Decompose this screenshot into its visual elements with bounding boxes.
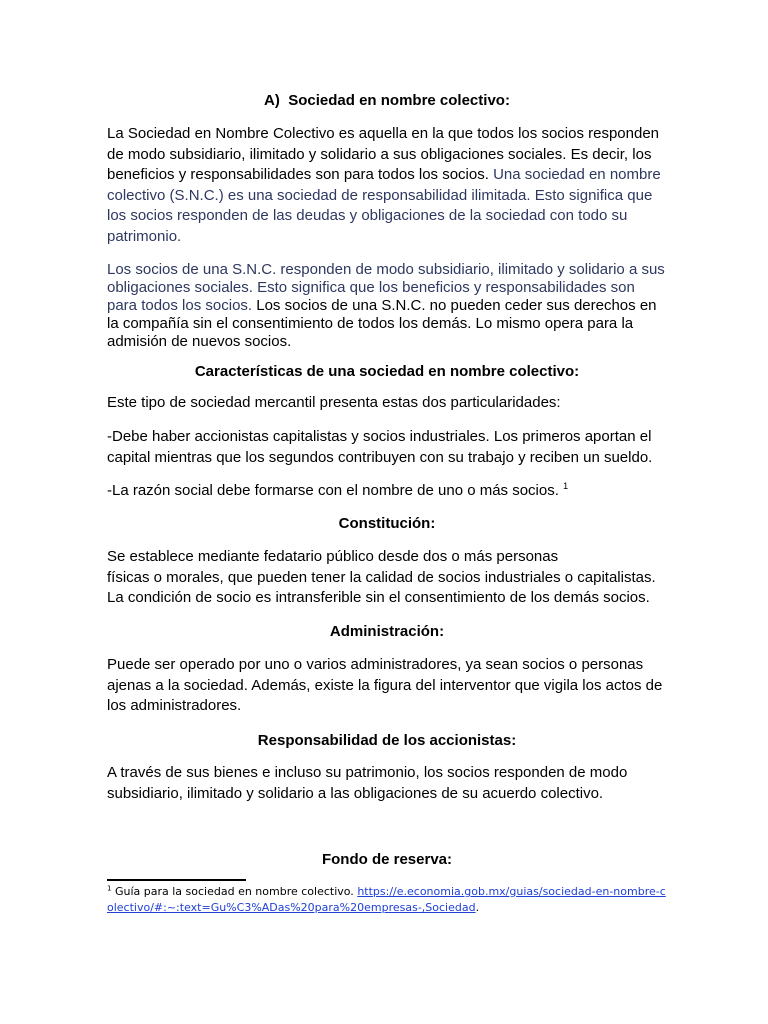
caracteristicas-item-2-text: -La razón social debe formarse con el nombre de uno o más socios. — [107, 482, 564, 499]
footnote — [107, 884, 667, 916]
heading-constitucion: Constitución: — [338, 515, 436, 532]
footnote-number: 1 — [107, 884, 112, 893]
title-marker: A) — [264, 92, 280, 109]
heading-fondo-reserva: Fondo de reserva: — [321, 851, 453, 868]
responsabilidad-text: A través de sus bienes e incluso su patrimonio, los socios responden de modo subsidiario, ilimitado y solidario a las obligaciones de su acuerdo colectivo. — [107, 764, 628, 802]
page-content — [107, 0, 667, 1024]
definition-text: La Sociedad en Nombre Colectivo es aquella en la que todos los socios responden de modo subsidiario, ilimitado y solidario a sus obligaciones sociales. Es decir, los beneficios y responsabilidades son para todos los socios. — [107, 125, 660, 183]
paragraph-socios — [107, 261, 667, 351]
socios-text: Los socios de una S.N.C. responden de modo subsidiario, ilimitado y solidario a sus obligaciones sociales. Esto significa que los beneficios y responsabilidades son para todos los socios. — [107, 261, 665, 314]
constitucion-text — [107, 547, 667, 609]
caracteristicas-item-1: -Debe haber accionistas capitalistas y socios industriales. Los primeros aportan el capital mientras que los segundos contribuyen con su trabajo y reciben un sueldo. — [107, 428, 653, 466]
heading-responsabilidad: Responsabilidad de los accionistas: — [257, 732, 517, 749]
footnote-link[interactable]: https://e.economia.gob.mx/guias/sociedad-en-nombre-colectivo/#:~:text=Gu%C3%ADas%20para%20empresas-,Sociedad — [107, 885, 666, 914]
title-text: Sociedad en nombre colectivo: — [288, 92, 510, 109]
definition-snc-text: Una sociedad en nombre colectivo (S.N.C.) es una sociedad de responsabilidad ilimitada. Esto significa que los socios responden de las deudas y obligaciones de la sociedad con todo su patrimonio. — [107, 166, 661, 245]
heading-administracion: Administración: — [329, 623, 445, 640]
footnote-reference[interactable]: 1 — [563, 481, 569, 491]
caracteristicas-intro: Este tipo de sociedad mercantil presenta estas dos particularidades: — [107, 394, 561, 411]
footnote-separator — [107, 879, 246, 881]
footnote-end: . — [475, 901, 480, 914]
constitucion-line-2: físicas o morales, que pueden tener la calidad de socios industriales o capitalistas. La condición de socio es intransferible sin el consentimiento de los demás socios. — [107, 568, 656, 606]
document-title — [107, 91, 667, 111]
caracteristicas-item-2 — [107, 481, 667, 502]
socios-cesion-text: Los socios de una S.N.C. no pueden ceder sus derechos en la compañía sin el consentimiento de todos los demás. Lo mismo opera para la admisión de nuevos socios. — [107, 297, 657, 350]
footnote-text: Guía para la sociedad en nombre colectivo. — [111, 885, 358, 898]
constitucion-line-1: Se establece mediante fedatario público desde dos o más personas — [107, 548, 559, 565]
heading-caracteristicas: Características de una sociedad en nombre colectivo: — [194, 363, 580, 380]
administracion-text: Puede ser operado por uno o varios administradores, ya sean socios o personas ajenas a la sociedad. Además, existe la figura del interventor que vigila los actos de los administradores. — [107, 656, 663, 714]
paragraph-definition — [107, 124, 667, 247]
